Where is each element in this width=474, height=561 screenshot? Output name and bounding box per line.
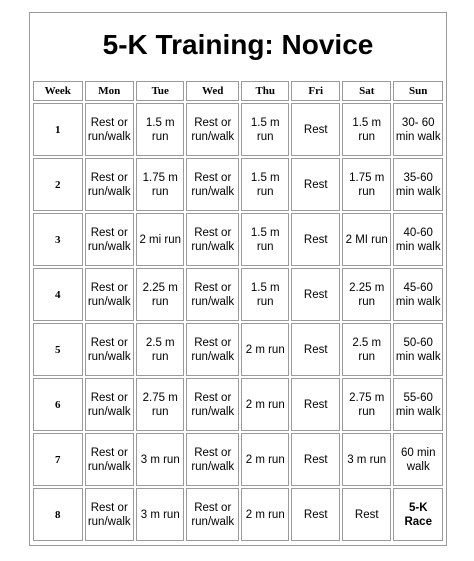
workout-text: Rest or run/walk <box>191 336 235 363</box>
table-row <box>33 103 443 156</box>
cell-week <box>33 488 83 541</box>
week-number: 4 <box>55 288 61 301</box>
cell-week <box>33 103 83 156</box>
cell-thu <box>241 488 289 541</box>
cell-thu <box>241 213 289 266</box>
workout-text: Rest or run/walk <box>191 446 235 473</box>
cell-sun <box>393 158 443 211</box>
workout-text: Rest <box>303 123 328 136</box>
workout-text: 1.5 m run <box>352 116 382 143</box>
cell-fri <box>291 268 339 321</box>
workout-text: Rest or run/walk <box>87 446 131 473</box>
workout-text: 2 mi run <box>139 233 182 246</box>
workout-text: 3 m run <box>347 453 387 466</box>
header-thu: Thu <box>241 81 289 101</box>
workout-text: Rest or run/walk <box>191 116 235 143</box>
header-tue: Tue <box>136 81 184 101</box>
cell-sat <box>342 158 392 211</box>
cell-mon <box>85 268 135 321</box>
cell-wed <box>186 323 239 376</box>
cell-mon <box>85 323 135 376</box>
week-number: 3 <box>55 233 61 246</box>
training-table <box>31 79 445 543</box>
workout-text: Rest or run/walk <box>87 336 131 363</box>
workout-text: 1.75 m run <box>349 171 385 198</box>
cell-week <box>33 213 83 266</box>
table-row <box>33 268 443 321</box>
cell-week <box>33 378 83 431</box>
cell-tue <box>136 323 184 376</box>
workout-text: Rest or run/walk <box>87 501 131 528</box>
workout-text: 60 min walk <box>400 446 436 473</box>
cell-thu <box>241 268 289 321</box>
workout-text: 2.5 m run <box>145 336 175 363</box>
week-number: 2 <box>55 178 61 191</box>
cell-wed <box>186 158 239 211</box>
workout-text: 50-60 min walk <box>395 336 441 363</box>
cell-fri <box>291 488 339 541</box>
workout-text: 1.75 m run <box>142 171 178 198</box>
cell-mon <box>85 158 135 211</box>
workout-text: 2.75 m run <box>349 391 385 418</box>
header-row <box>33 81 443 101</box>
table-row <box>33 433 443 486</box>
cell-fri <box>291 158 339 211</box>
cell-sun <box>393 488 443 541</box>
workout-text: Rest or run/walk <box>191 171 235 198</box>
cell-sat <box>342 103 392 156</box>
workout-text: 2 MI run <box>345 233 388 246</box>
workout-text: 5-K Race <box>404 501 432 528</box>
workout-text: 3 m run <box>140 453 180 466</box>
table-row <box>33 323 443 376</box>
cell-thu <box>241 158 289 211</box>
cell-wed <box>186 213 239 266</box>
week-number: 5 <box>55 343 61 356</box>
workout-text: 2 m run <box>245 508 285 521</box>
cell-sun <box>393 268 443 321</box>
cell-mon <box>85 378 135 431</box>
cell-mon <box>85 433 135 486</box>
header-wed: Wed <box>186 81 239 101</box>
cell-sat <box>342 378 392 431</box>
week-number: 8 <box>55 508 61 521</box>
cell-thu <box>241 103 289 156</box>
cell-sun <box>393 103 443 156</box>
cell-fri <box>291 378 339 431</box>
workout-text: 1.5 m run <box>145 116 175 143</box>
workout-text: Rest <box>303 233 328 246</box>
cell-wed <box>186 103 239 156</box>
workout-text: Rest or run/walk <box>191 391 235 418</box>
cell-tue <box>136 103 184 156</box>
cell-sat <box>342 323 392 376</box>
cell-sat <box>342 268 392 321</box>
cell-tue <box>136 433 184 486</box>
cell-thu <box>241 323 289 376</box>
workout-text: 1.5 m run <box>250 281 280 308</box>
workout-text: 55-60 min walk <box>395 391 441 418</box>
workout-text: 2.5 m run <box>352 336 382 363</box>
cell-sun <box>393 213 443 266</box>
header-fri: Fri <box>291 81 339 101</box>
header-sun: Sun <box>393 81 443 101</box>
cell-wed <box>186 378 239 431</box>
workout-text: Rest or run/walk <box>87 391 131 418</box>
workout-text: Rest <box>303 508 328 521</box>
table-row <box>33 158 443 211</box>
cell-sun <box>393 433 443 486</box>
workout-text: 2.75 m run <box>142 391 178 418</box>
workout-text: Rest <box>303 178 328 191</box>
cell-wed <box>186 433 239 486</box>
workout-text: 2.25 m run <box>349 281 385 308</box>
cell-sat <box>342 433 392 486</box>
cell-mon <box>85 213 135 266</box>
header-sat: Sat <box>342 81 392 101</box>
workout-text: Rest or run/walk <box>191 226 235 253</box>
cell-thu <box>241 378 289 431</box>
workout-text: 1.5 m run <box>250 116 280 143</box>
workout-text: 30- 60 min walk <box>395 116 441 143</box>
workout-text: 2 m run <box>245 453 285 466</box>
table-row <box>33 378 443 431</box>
cell-wed <box>186 268 239 321</box>
table-row <box>33 213 443 266</box>
cell-week <box>33 433 83 486</box>
workout-text: 45-60 min walk <box>395 281 441 308</box>
workout-text: Rest or run/walk <box>87 116 131 143</box>
table-row <box>33 488 443 541</box>
workout-text: Rest or run/walk <box>191 501 235 528</box>
cell-sun <box>393 378 443 431</box>
cell-thu <box>241 433 289 486</box>
week-number: 1 <box>55 123 61 136</box>
cell-tue <box>136 268 184 321</box>
workout-text: Rest <box>303 288 328 301</box>
workout-text: Rest or run/walk <box>87 281 131 308</box>
schedule-frame <box>29 12 447 546</box>
workout-text: 40-60 min walk <box>395 226 441 253</box>
week-number: 7 <box>55 453 61 466</box>
header-mon: Mon <box>85 81 135 101</box>
table-body <box>33 103 443 541</box>
cell-week <box>33 268 83 321</box>
header-week: Week <box>33 81 83 101</box>
cell-week <box>33 323 83 376</box>
page-title: 5-K Training: Novice <box>102 29 374 60</box>
workout-text: Rest or run/walk <box>191 281 235 308</box>
workout-text: 1.5 m run <box>250 171 280 198</box>
cell-tue <box>136 213 184 266</box>
workout-text: Rest or run/walk <box>87 226 131 253</box>
workout-text: Rest or run/walk <box>87 171 131 198</box>
cell-tue <box>136 158 184 211</box>
workout-text: 35-60 min walk <box>395 171 441 198</box>
workout-text: 2 m run <box>245 343 285 356</box>
cell-sat <box>342 213 392 266</box>
cell-fri <box>291 433 339 486</box>
workout-text: Rest <box>354 508 379 521</box>
workout-text: 3 m run <box>140 508 180 521</box>
cell-mon <box>85 488 135 541</box>
cell-fri <box>291 323 339 376</box>
cell-wed <box>186 488 239 541</box>
workout-text: Rest <box>303 343 328 356</box>
cell-mon <box>85 103 135 156</box>
workout-text: 1.5 m run <box>250 226 280 253</box>
workout-text: Rest <box>303 453 328 466</box>
cell-sun <box>393 323 443 376</box>
cell-fri <box>291 103 339 156</box>
workout-text: Rest <box>303 398 328 411</box>
workout-text: 2.25 m run <box>142 281 178 308</box>
cell-fri <box>291 213 339 266</box>
week-number: 6 <box>55 398 61 411</box>
cell-sat <box>342 488 392 541</box>
cell-week <box>33 158 83 211</box>
workout-text: 2 m run <box>245 398 285 411</box>
cell-tue <box>136 488 184 541</box>
cell-tue <box>136 378 184 431</box>
